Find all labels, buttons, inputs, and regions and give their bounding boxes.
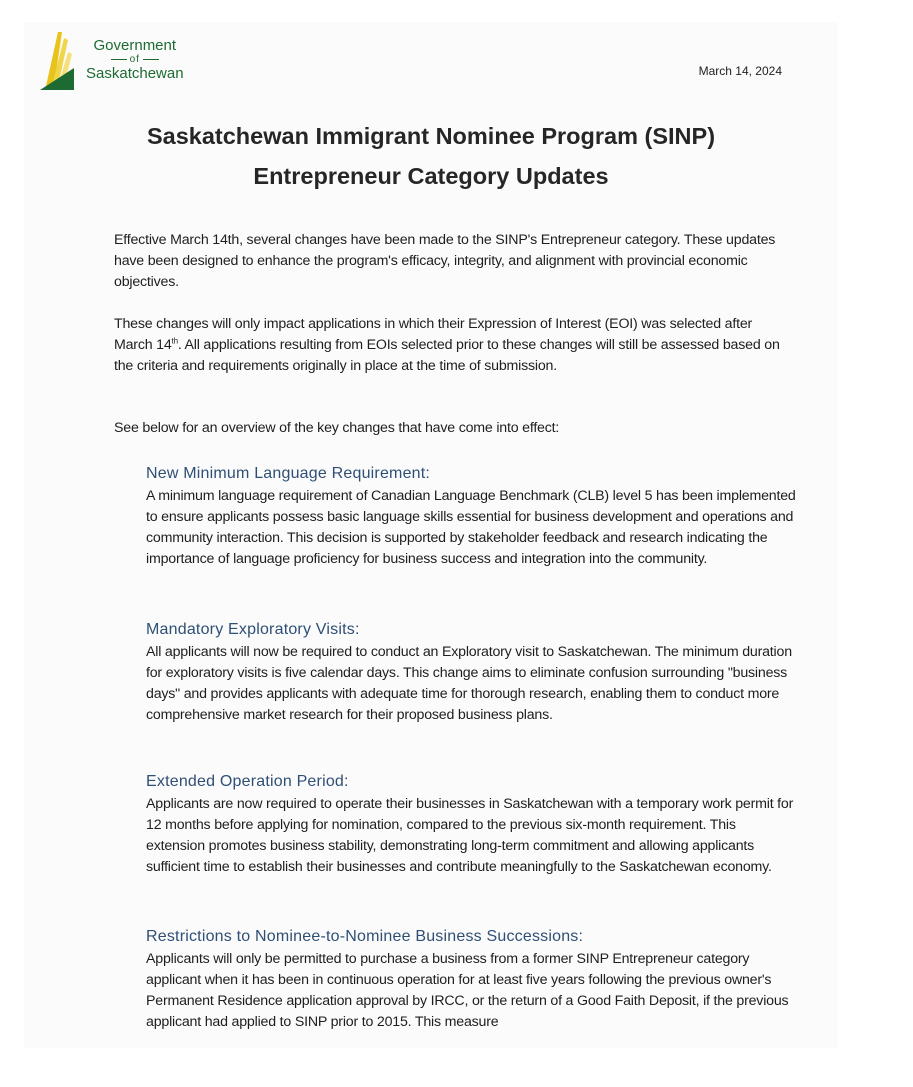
section-heading: Mandatory Exploratory Visits:: [146, 621, 360, 638]
logo-line-saskatchewan: Saskatchewan: [86, 65, 184, 82]
section-body: Applicants will only be permitted to purchase a business from a former SINP Entrepreneur category applicant when it has been in continuous operation for at least five years following the previous owner's Permanent Residence application approval by IRCC, or the return of a Good Faith Deposit, if the previous applicant had applied to SINP prior to 2015. This measure: [146, 951, 789, 1030]
document-page: [24, 22, 838, 1048]
section-exploratory-visits: [146, 618, 796, 726]
section-language-requirement: [146, 462, 796, 570]
section-heading: Extended Operation Period:: [146, 773, 349, 790]
section-operation-period: [146, 770, 796, 878]
section-body: A minimum language requirement of Canadian Language Benchmark (CLB) level 5 has been implemented to ensure applicants possess basic language skills essential for business development and operations and community interaction. This decision is supported by stakeholder feedback and research indicating the importance of language proficiency for business success and integration into the community.: [146, 488, 796, 567]
section-body: All applicants will now be required to conduct an Exploratory visit to Saskatchewan. The minimum duration for exploratory visits is five calendar days. This change aims to eliminate confusion surrounding "business days" and provides applicants with adequate time for thorough research, enabling them to conduct more comprehensive market research for their proposed business plans.: [146, 644, 792, 723]
section-heading: New Minimum Language Requirement:: [146, 465, 431, 482]
section-heading: Restrictions to Nominee-to-Nominee Business Successions:: [146, 928, 584, 945]
document-date: March 14, 2024: [698, 64, 782, 78]
section-business-successions: [146, 925, 796, 1033]
title-line-1: Saskatchewan Immigrant Nominee Program (SINP): [146, 123, 716, 149]
intro-paragraph-3: See below for an overview of the key changes that have come into effect:: [114, 420, 560, 436]
title-line-2: Entrepreneur Category Updates: [253, 163, 609, 189]
document-title: [24, 116, 838, 196]
logo-line-of: of: [86, 55, 184, 65]
intro-paragraph-1: Effective March 14th, several changes have been made to the SINP's Entrepreneur category. These updates have been designed to enhance the program's efficacy, integrity, and alignment with provincial economic objectives.: [114, 232, 776, 290]
government-of-saskatchewan-logo: [38, 30, 208, 94]
logo-line-government: Government: [93, 37, 177, 54]
wheat-sheaf-icon: [38, 30, 86, 94]
intro-paragraph-2: These changes will only impact applications in which their Expression of Interest (EOI) was selected after March 14th. All applications resulting from EOIs selected prior to these changes will still be assessed based on the criteria and requirements originally in place at the time of submission.: [114, 316, 780, 374]
section-body: Applicants are now required to operate their businesses in Saskatchewan with a temporary work permit for 12 months before applying for nomination, compared to the previous six-month requirement. This extension promotes business stability, demonstrating long-term commitment and allowing applicants sufficient time to establish their businesses and contribute meaningfully to the Saskatchewan economy.: [146, 796, 794, 875]
logo-wordmark: [86, 38, 184, 81]
